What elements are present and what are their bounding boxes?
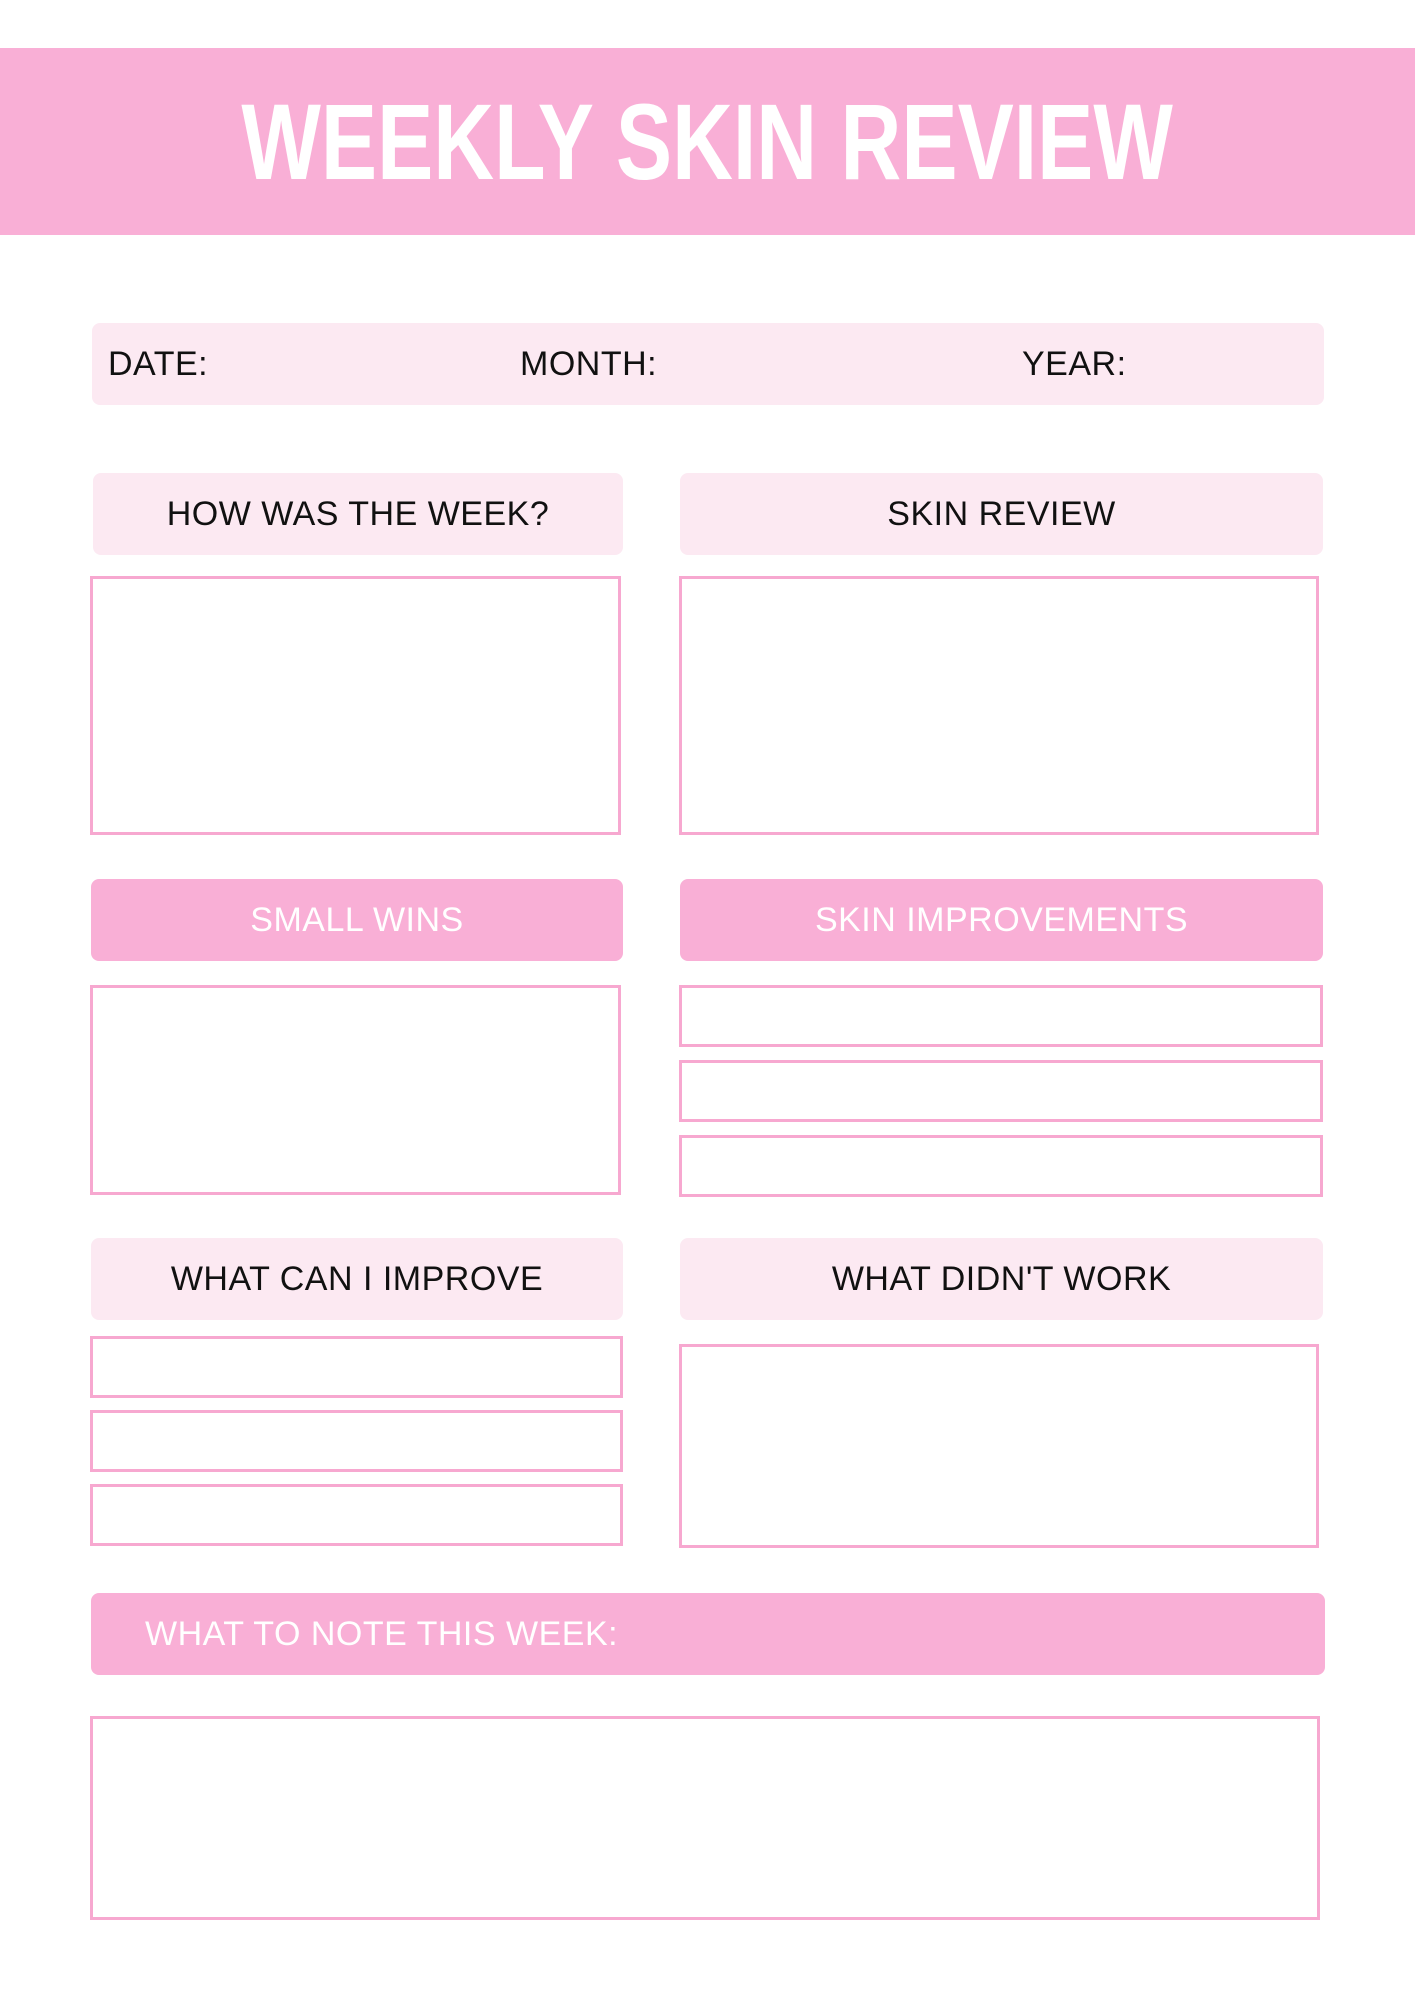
how-was-the-week-box[interactable] (90, 576, 621, 835)
date-label: DATE: (108, 345, 209, 383)
skin-improvements-line-3[interactable] (679, 1135, 1323, 1197)
month-label: MONTH: (520, 345, 658, 383)
year-label: YEAR: (1022, 345, 1127, 383)
header-banner (0, 48, 1415, 235)
skin-improvements-line-1[interactable] (679, 985, 1323, 1047)
what-to-note-label: WHAT TO NOTE THIS WEEK: (91, 1593, 1325, 1675)
how-was-the-week-label: HOW WAS THE WEEK? (93, 473, 623, 555)
skin-review-label: SKIN REVIEW (680, 473, 1323, 555)
skin-improvements-line-2[interactable] (679, 1060, 1323, 1122)
date-row (92, 323, 1324, 405)
what-didnt-work-box[interactable] (679, 1344, 1319, 1548)
what-can-i-improve-line-3[interactable] (90, 1484, 623, 1546)
notes-box[interactable] (90, 1716, 1320, 1920)
what-didnt-work-label: WHAT DIDN'T WORK (680, 1238, 1323, 1320)
small-wins-box[interactable] (90, 985, 621, 1195)
page-title: WEEKLY SKIN REVIEW (241, 80, 1174, 202)
skin-improvements-label: SKIN IMPROVEMENTS (680, 879, 1323, 961)
what-can-i-improve-line-1[interactable] (90, 1336, 623, 1398)
what-can-i-improve-line-2[interactable] (90, 1410, 623, 1472)
skin-review-box[interactable] (679, 576, 1319, 835)
what-can-i-improve-label: WHAT CAN I IMPROVE (91, 1238, 623, 1320)
small-wins-label: SMALL WINS (91, 879, 623, 961)
